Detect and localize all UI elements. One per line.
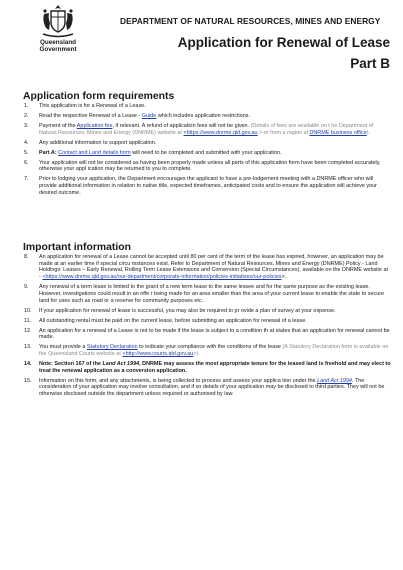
part-a-label: Part A: xyxy=(39,149,57,156)
fee-details-note: > or from a region al xyxy=(259,129,308,136)
item-number: 8. xyxy=(24,254,29,260)
form-title: Application for Renewal of Lease xyxy=(177,35,390,50)
dnrme-business-office-link[interactable]: DNRME business office xyxy=(309,129,367,136)
list-item xyxy=(24,123,391,136)
statutory-note: >). xyxy=(193,350,200,357)
item-number: 13. xyxy=(24,344,32,351)
dnrme-website-link[interactable]: <https://www.dnrme.qld.gov.au xyxy=(183,129,258,136)
item-text: to indicate your compliance with the conditions of the lease xyxy=(139,344,281,351)
note-text: Note: Section 167 of the xyxy=(39,360,101,367)
land-act-title: Land Act 1994 xyxy=(102,360,140,367)
item-text: An application for a renewal of a Lease is not to be made if the lease is subject to a condition th at states that an application for renewal cannot be made. xyxy=(39,327,390,341)
important-info-list xyxy=(24,254,391,401)
item-number: 6. xyxy=(24,159,29,166)
item-number: 2. xyxy=(24,113,29,119)
item-text: Payment of the xyxy=(39,123,76,129)
requirements-list xyxy=(24,103,391,200)
item-text: Any renewal of a term lease is limited to the grant of a new term lease to the same lessee and for the same purpose as the existing lease. However, investigations could result in an offe r being made for an area smaller than the area of your current lease to enable the state to secure land for uses such as road or a reserve for community purposes etc. xyxy=(39,284,385,304)
list-item xyxy=(24,176,391,196)
fee-details-note: ). xyxy=(366,129,371,136)
item-text: All outstanding rental must be paid on the current lease, before submitting an application for renewal of a lease. xyxy=(39,317,307,324)
list-item xyxy=(24,113,391,120)
statutory-note: (A Statutory Declaration form is available on the Queensland Courts website at xyxy=(39,344,389,357)
list-item xyxy=(24,378,391,398)
item-text: This application is for a Renewal of a Lease. xyxy=(39,103,146,109)
item-text: , if relevant. A refund of application fees will not be given. xyxy=(112,123,250,129)
important-info-heading: Important information xyxy=(23,242,131,253)
list-item xyxy=(24,103,391,110)
item-text: Information on this form, and any attachments, is being collected to process and assess your applica tion under the xyxy=(39,377,316,384)
guide-link[interactable]: Guide xyxy=(141,113,157,119)
statutory-declaration-link[interactable]: Statutory Declaration xyxy=(86,344,138,351)
item-text: An application for renewal of a Lease cannot be accepted until 80 per cent of the term of the lease has expired, however, an application may be made at an earlier time if special circu mstances exist. Refer to Department of Natural Resources, Mines and Energy (DNRME) Policy - Land Holdings: Leases – Early Renewal, Rolling Term Lease Extensions and Conversion (Special Circumstances), available on the DNRME website at - xyxy=(39,254,388,281)
list-item xyxy=(24,254,391,281)
item-text: Your application will not be considered as having been properly made unless all parts of this application form have been completed accurately, otherwise your appl ication may be returned to you to complete. xyxy=(39,159,381,173)
item-text: >. xyxy=(281,274,287,281)
list-item xyxy=(24,160,391,173)
courts-website-link[interactable]: <http://www.courts.qld.gov.au xyxy=(122,350,194,357)
item-number: 15. xyxy=(24,377,32,384)
item-number: 4. xyxy=(24,139,29,146)
item-number: 9. xyxy=(24,284,29,291)
item-text: You must provide a xyxy=(39,344,86,351)
coat-of-arms-icon xyxy=(40,4,76,38)
logo-text-line1: Queensland xyxy=(39,39,77,46)
item-number: 5. xyxy=(24,149,29,156)
list-item xyxy=(24,150,391,157)
item-text: which includes application restrictions. xyxy=(157,113,250,119)
item-text: will need to be completed and submitted with your application. xyxy=(132,149,282,156)
item-number: 11. xyxy=(24,317,32,324)
note-text: , DNRME may assess the most appropriate tenure for the leased land is freehold and may elect to treat the renewal application as a conversion application. xyxy=(39,360,391,374)
item-number: 1. xyxy=(24,103,29,109)
form-part: Part B xyxy=(350,56,390,71)
item-number: 14. xyxy=(24,360,32,367)
item-text: Read the respective Renewal of a Lease - xyxy=(39,113,141,119)
policy-link[interactable]: <https://www.dnrme.qld.gov.au/our-department/corporate-information/policies-initiatives/our-policies xyxy=(42,274,282,281)
item-text: . The consideration of your application may involve consultation, and if so details of your application may be disclosed to third parties. They will not be otherwise disclosed outside the department unless required or authorised by law. xyxy=(39,377,385,398)
application-fee-link[interactable]: Application fee xyxy=(76,123,113,129)
list-item xyxy=(24,361,391,374)
list-item xyxy=(24,284,391,304)
land-act-link[interactable]: Land Act 1994 xyxy=(317,377,352,384)
contact-land-details-link[interactable]: Contact and Land details form xyxy=(58,149,131,156)
item-number: 7. xyxy=(24,176,29,183)
item-number: 12. xyxy=(24,327,32,334)
list-item xyxy=(24,344,391,357)
item-text: If your application for renewal of lease is successful, you may also be required to pr ovide a plan of survey at your expense. xyxy=(39,307,336,314)
item-text: Prior to lodging your application, the Department encourages the applicant to have a pre-lodgement meeting with a DNRME officer who will provide additional information in relation to native title, expected timeframes, anticipated costs and to ensure the application will achieve your desired outcome. xyxy=(39,176,377,196)
item-text: Any additional information to support application. xyxy=(39,139,157,146)
list-item xyxy=(24,328,391,341)
list-item xyxy=(24,318,391,325)
item-number: 3. xyxy=(24,123,29,129)
list-item xyxy=(24,140,391,147)
fee-details-note: (Details of fees are available on t he Department of Natural Resources, Mines and Energy (DNRME) website at xyxy=(39,123,374,136)
item-number: 10. xyxy=(24,307,32,314)
list-item xyxy=(24,308,391,315)
logo-text-line2: Government xyxy=(39,46,77,53)
requirements-heading: Application form requirements xyxy=(23,91,175,102)
queensland-government-logo xyxy=(33,4,83,53)
department-name: DEPARTMENT OF NATURAL RESOURCES, MINES AND ENERGY xyxy=(120,16,381,26)
